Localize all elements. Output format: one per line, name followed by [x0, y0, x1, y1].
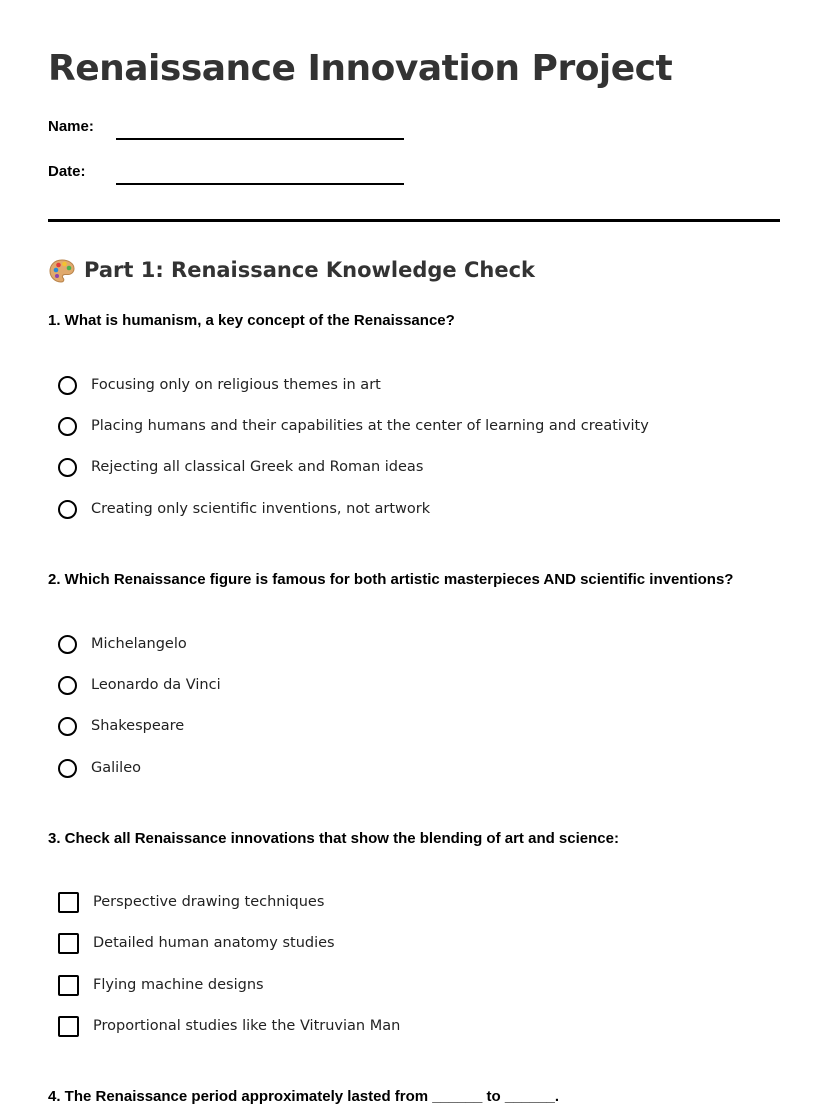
option-label: Galileo — [91, 760, 141, 776]
question-4: 4. The Renaissance period approximately lasted from ______ to ______. — [48, 1088, 560, 1105]
radio-button[interactable] — [58, 759, 77, 778]
page-title: Renaissance Innovation Project — [48, 48, 673, 89]
option-label: Placing humans and their capabilities at the center of learning and creativity — [91, 418, 649, 434]
q1-option-1[interactable] — [58, 373, 381, 397]
q1-option-2[interactable] — [58, 414, 649, 438]
q3-option-1[interactable] — [58, 890, 324, 914]
name-field-row — [48, 118, 448, 148]
date-blank-line[interactable] — [116, 183, 404, 185]
q1-option-3[interactable] — [58, 455, 423, 479]
q3-option-2[interactable] — [58, 931, 335, 955]
option-label: Leonardo da Vinci — [91, 677, 221, 693]
radio-button[interactable] — [58, 376, 77, 395]
name-label: Name: — [48, 118, 94, 135]
option-label: Detailed human anatomy studies — [93, 935, 335, 951]
artist-palette-icon — [48, 257, 76, 285]
date-field-row — [48, 163, 448, 193]
checkbox[interactable] — [58, 933, 79, 954]
question-1: 1. What is humanism, a key concept of the Renaissance? — [48, 312, 455, 329]
checkbox[interactable] — [58, 1016, 79, 1037]
option-label: Michelangelo — [91, 636, 187, 652]
question-3: 3. Check all Renaissance innovations that show the blending of art and science: — [48, 830, 619, 847]
radio-button[interactable] — [58, 635, 77, 654]
q2-option-2[interactable] — [58, 673, 221, 697]
radio-button[interactable] — [58, 676, 77, 695]
radio-button[interactable] — [58, 458, 77, 477]
option-label: Shakespeare — [91, 718, 185, 734]
section-title-text: Part 1: Renaissance Knowledge Check — [84, 258, 536, 282]
option-label: Perspective drawing techniques — [93, 894, 325, 910]
q3-option-3[interactable] — [58, 973, 264, 997]
checkbox[interactable] — [58, 892, 79, 913]
header-divider — [48, 219, 780, 222]
checkbox[interactable] — [58, 975, 79, 996]
option-label: Rejecting all classical Greek and Roman ideas — [91, 459, 424, 475]
option-label: Focusing only on religious themes in art — [91, 377, 381, 393]
name-blank-line[interactable] — [116, 138, 404, 140]
option-label: Creating only scientific inventions, not artwork — [91, 501, 431, 517]
q2-option-3[interactable] — [58, 714, 184, 738]
option-label: Flying machine designs — [93, 977, 264, 993]
radio-button[interactable] — [58, 417, 77, 436]
radio-button[interactable] — [58, 500, 77, 519]
question-2: 2. Which Renaissance figure is famous for both artistic masterpieces AND scientific inventions? — [48, 571, 734, 588]
date-label: Date: — [48, 163, 86, 180]
option-label: Proportional studies like the Vitruvian Man — [93, 1018, 401, 1034]
q3-option-4[interactable] — [58, 1014, 400, 1038]
section-title-part1 — [48, 256, 535, 284]
q1-option-4[interactable] — [58, 497, 430, 521]
q2-option-4[interactable] — [58, 756, 141, 780]
radio-button[interactable] — [58, 717, 77, 736]
q2-option-1[interactable] — [58, 632, 187, 656]
